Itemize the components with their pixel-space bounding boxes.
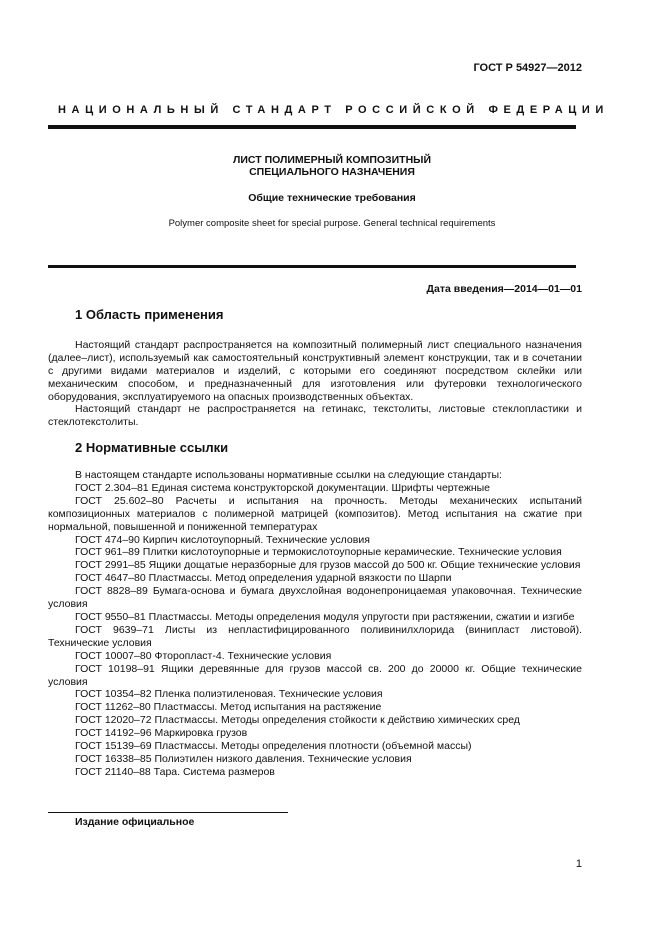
reference-item: ГОСТ 2.304–81 Единая система конструкторской документации. Шрифты чертежные xyxy=(75,481,491,494)
section-1-paragraph-2: Настоящий стандарт не распространяется на гетинакс, текстолиты, листовые стеклопластики и стеклотекстолиты. xyxy=(48,403,582,428)
reference-item: ГОСТ 14192–96 Маркировка грузов xyxy=(75,727,248,740)
reference-item: ГОСТ 10354–82 Пленка полиэтиленовая. Технические условия xyxy=(75,688,383,701)
header-divider xyxy=(48,125,576,129)
reference-item: ГОСТ 10198–91 Ящики деревянные для грузов массой св. 200 до 20000 кг. Общие технические условия xyxy=(48,662,582,688)
introduction-date: Дата введения—2014—01—01 xyxy=(426,283,582,295)
reference-item: ГОСТ 474–90 Кирпич кислотоупорный. Технические условия xyxy=(75,533,370,546)
section-2-heading: 2 Нормативные ссылки xyxy=(75,440,229,455)
reference-item: ГОСТ 12020–72 Пластмассы. Методы определения стойкости к действию химических сред xyxy=(75,714,520,727)
document-title-line-2: СПЕЦИАЛЬНОГО НАЗНАЧЕНИЯ xyxy=(249,166,415,178)
page-number: 1 xyxy=(575,858,582,870)
reference-item: ГОСТ 8828–89 Бумага-основа и бумага двухслойная водонепроницаемая упаковочная. Технические условия xyxy=(48,585,582,611)
reference-item: ГОСТ 4647–80 Пластмассы. Метод определения ударной вязкости по Шарпи xyxy=(75,572,452,585)
title-divider xyxy=(48,265,576,268)
english-title: Polymer composite sheet for special purpose. General technical requirements xyxy=(168,218,496,229)
reference-item: ГОСТ 9550–81 Пластмассы. Методы определения модуля упругости при растяжении, сжатии и изгибе xyxy=(75,610,575,623)
reference-item: ГОСТ 2991–85 Ящики дощатые неразборные для грузов массой до 500 кг. Общие технические условия xyxy=(75,559,581,572)
normative-references-list xyxy=(48,469,582,779)
reference-item: ГОСТ 9639–71 Листы из непластифицированного поливинилхлорида (винипласт листовой). Технические условия xyxy=(48,623,582,649)
reference-item: ГОСТ 25.602–80 Расчеты и испытания на прочность. Методы механических испытаний композиционных материалов с полимерной матрицей (композитов). Метод испытания на сжатие при нормальной, повышенной и пониженной температурах xyxy=(48,494,582,533)
reference-item: ГОСТ 15139–69 Пластмассы. Методы определения плотности (объемной массы) xyxy=(75,740,472,753)
references-intro: В настоящем стандарте использованы нормативные ссылки на следующие стандарты: xyxy=(75,469,502,481)
official-edition-note: Издание официальное xyxy=(75,816,195,828)
national-standard-banner: НАЦИОНАЛЬНЫЙ СТАНДАРТ РОССИЙСКОЙ ФЕДЕРАЦИИ xyxy=(58,104,609,116)
document-code: ГОСТ Р 54927—2012 xyxy=(473,62,582,74)
section-1-heading: 1 Область применения xyxy=(75,307,224,322)
document-title-line-1: ЛИСТ ПОЛИМЕРНЫЙ КОМПОЗИТНЫЙ xyxy=(233,154,431,166)
section-1-paragraph-1: Настоящий стандарт распространяется на композитный полимерный лист специального назначения (далее–лист), используемый как самостоятельный конструктивный элемент конструкции, так и в сочетании с другими видами материалов и изделий, с которыми его соединяют посредством склейки или механическим способом, и предназначенный для изготовления или футеровки технологического оборудования, эксплуатируемого на опасных производственных объектах. xyxy=(48,339,582,403)
reference-item: ГОСТ 16338–85 Полиэтилен низкого давления. Технические условия xyxy=(75,752,412,765)
reference-item: ГОСТ 11262–80 Пластмассы. Метод испытания на растяжение xyxy=(75,701,382,714)
document-subtitle: Общие технические требования xyxy=(248,192,416,204)
reference-item: ГОСТ 21140–88 Тара. Система размеров xyxy=(75,765,275,778)
reference-item: ГОСТ 961–89 Плитки кислотоупорные и термокислотоупорные керамические. Технические условия xyxy=(75,546,562,559)
reference-item: ГОСТ 10007–80 Фторопласт-4. Технические условия xyxy=(75,649,332,662)
footnote-divider xyxy=(48,812,288,813)
